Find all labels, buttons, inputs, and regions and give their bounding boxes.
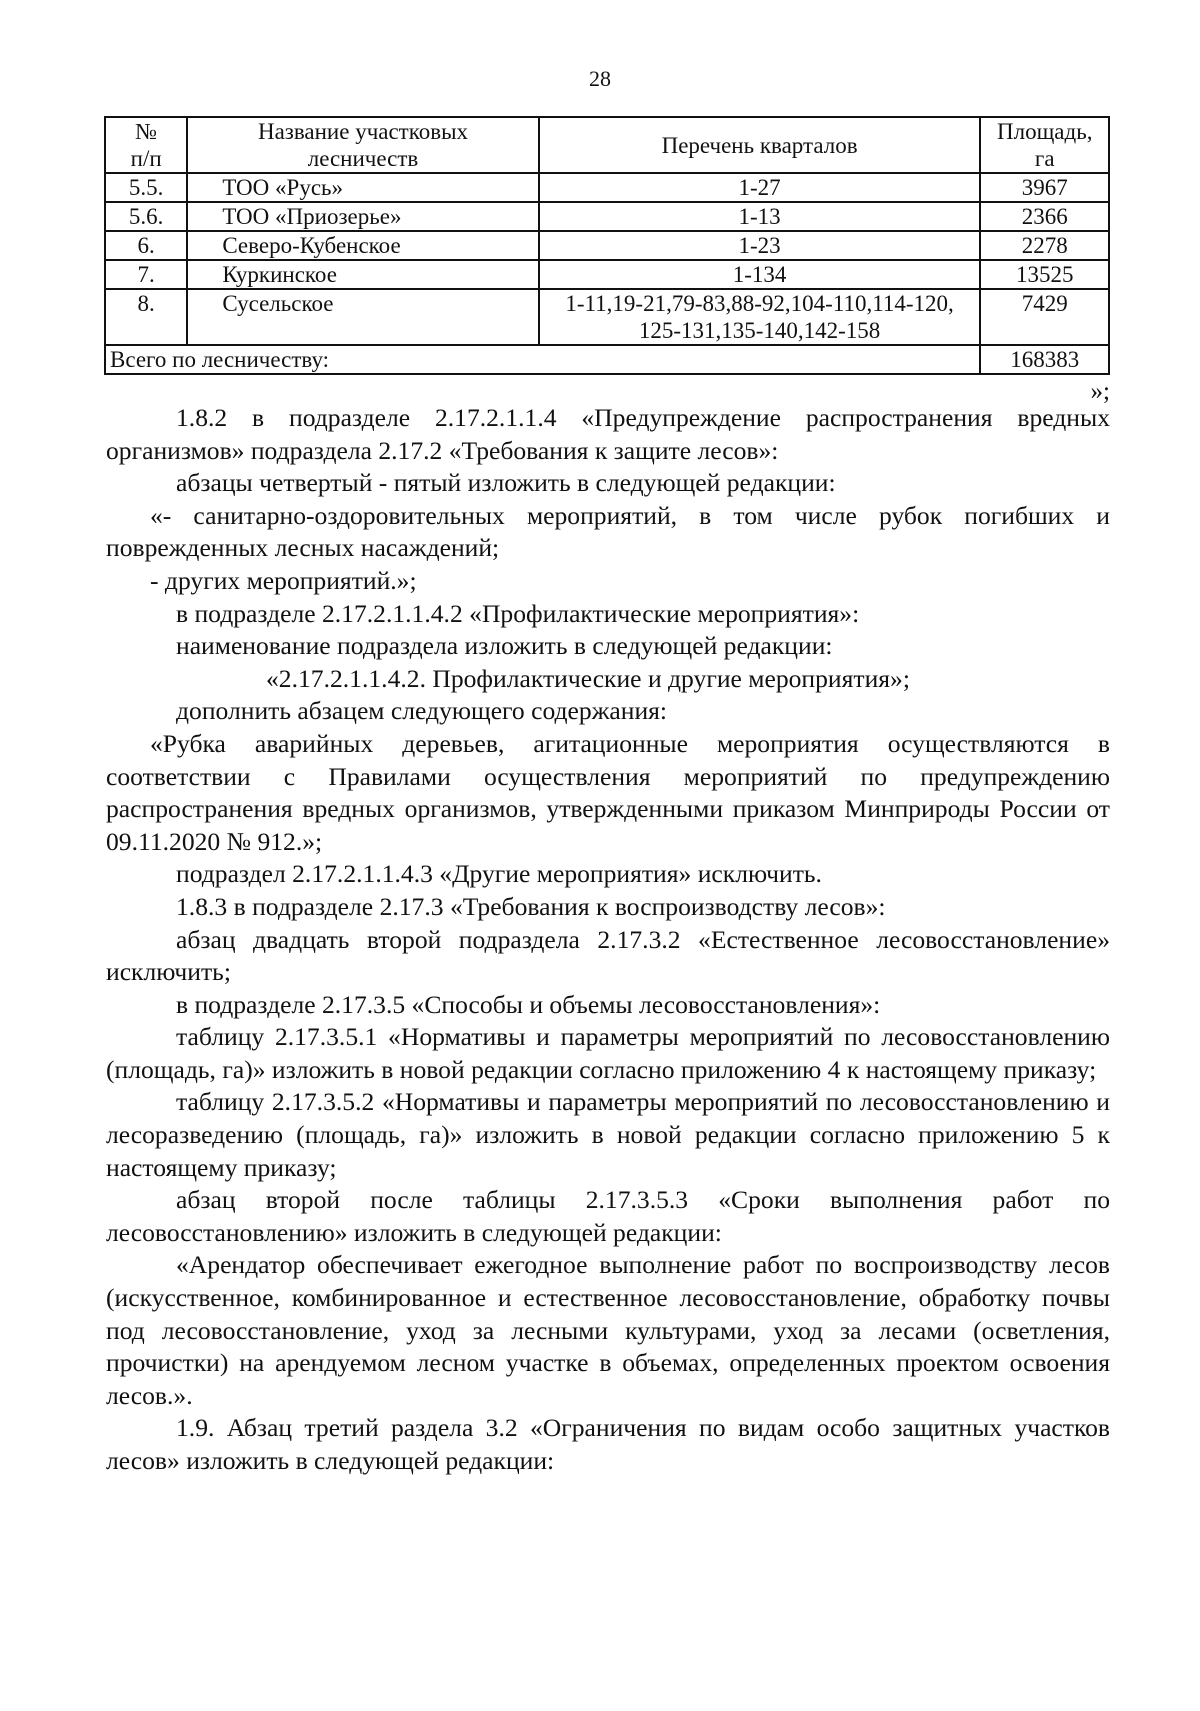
paragraph: подраздел 2.17.2.1.1.4.3 «Другие мероприятия» исключить. [176, 859, 822, 889]
total-area: 168383 [980, 345, 1109, 374]
row-area: 7429 [980, 289, 1109, 345]
paragraph: абзацы четвертый - пятый изложить в следующей редакции: [176, 468, 836, 498]
row-area: 3967 [980, 173, 1109, 202]
row-quarters: 1-27 [539, 173, 981, 202]
row-quarters: 1-13 [539, 202, 981, 231]
paragraph: 1.8.2 в подразделе 2.17.2.1.1.4 «Предупреждение распространения вредных организмов» подраздела 2.17.2 «Требования к защите лесов»: [106, 403, 1110, 465]
paragraph: - других мероприятий.»; [150, 565, 417, 595]
header-area-line1: Площадь, [997, 119, 1093, 144]
forestry-table [104, 116, 1110, 375]
paragraph: «2.17.2.1.1.4.2. Профилактические и другие мероприятия»; [266, 663, 910, 693]
body-text [106, 402, 1110, 1478]
paragraph: «Рубка аварийных деревьев, агитационные мероприятия осуществляются в соответствии с Правилами осуществления мероприятий по предупреждению распространения вредных организмов, утвержденными приказом Минприроды России от 09.11.2020 № 912.»; [106, 728, 1110, 856]
row-quarters-line1: 1-11,19-21,79-83,88-92,104-110,114-120, [565, 291, 954, 316]
row-quarters [539, 289, 981, 345]
row-area: 2278 [980, 231, 1109, 260]
total-label: Всего по лесничеству: [105, 345, 980, 374]
paragraph: 1.8.3 в подразделе 2.17.3 «Требования к воспроизводству лесов»: [176, 891, 886, 921]
table-row [105, 260, 1109, 289]
paragraph: наименование подраздела изложить в следующей редакции: [176, 631, 833, 661]
header-quarters: Перечень кварталов [539, 117, 981, 173]
row-name: Куркинское [187, 260, 538, 289]
closing-quote: »; [1090, 378, 1110, 405]
paragraph: абзац двадцать второй подраздела 2.17.3.2 «Естественное лесовосстановление» исключить; [106, 924, 1110, 987]
row-name: ТОО «Русь» [187, 173, 538, 202]
paragraph: таблицу 2.17.3.5.2 «Нормативы и параметры мероприятий по лесовосстановлению и лесоразведению (площадь, га)» изложить в новой редакции согласно приложению 5 к настоящему приказу; [106, 1087, 1110, 1182]
table-row [105, 202, 1109, 231]
paragraph: дополнить абзацем следующего содержания: [176, 696, 668, 726]
row-quarters-line2: 125-131,135-140,142-158 [638, 318, 881, 343]
row-quarters: 1-23 [539, 231, 981, 260]
header-num [105, 117, 187, 173]
row-num: 7. [105, 260, 187, 289]
row-quarters: 1-134 [539, 260, 981, 289]
header-name-line2: лесничеств [307, 146, 419, 171]
table-total-row [105, 345, 1109, 374]
paragraph: в подразделе 2.17.2.1.1.4.2 «Профилактические мероприятия»: [176, 598, 860, 628]
paragraph: «- санитарно-оздоровительных мероприятий, в том числе рубок погибших и поврежденных лесных насаждений; [106, 500, 1110, 563]
paragraph: «Арендатор обеспечивает ежегодное выполнение работ по воспроизводству лесов (искусственное, комбинированное и естественное лесовосстановление, обработку почвы под лесовосстановление, уход за лесными культурами, уход за лесами (осветления, прочистки) на арендуемом лесном участке в объемах, определенных проектом освоения лесов.». [106, 1250, 1110, 1410]
header-area-line2: га [1034, 146, 1055, 171]
row-num: 5.5. [105, 173, 187, 202]
paragraph: 1.9. Абзац третий раздела 3.2 «Ограничения по видам особо защитных участков лесов» изложить в следующей редакции: [106, 1413, 1110, 1475]
table-row [105, 231, 1109, 260]
table-header-row [105, 117, 1109, 173]
row-num: 6. [105, 231, 187, 260]
paragraph: таблицу 2.17.3.5.1 «Нормативы и параметры мероприятий по лесовосстановлению (площадь, га)» изложить в новой редакции согласно приложению 4 к настоящему приказу; [106, 1022, 1110, 1084]
page-number: 28 [589, 66, 611, 91]
header-num-line1: № [135, 119, 158, 144]
row-num: 8. [105, 289, 187, 345]
header-area [980, 117, 1109, 173]
row-name: Северо-Кубенское [187, 231, 538, 260]
row-num: 5.6. [105, 202, 187, 231]
header-num-line2: п/п [130, 146, 162, 171]
paragraph: в подразделе 2.17.3.5 «Способы и объемы лесовосстановления»: [176, 989, 881, 1019]
row-name: Сусельское [187, 289, 538, 345]
header-name-line1: Название участковых [257, 119, 469, 144]
header-name [187, 117, 538, 173]
row-name: ТОО «Приозерье» [187, 202, 538, 231]
table-row [105, 173, 1109, 202]
paragraph: абзац второй после таблицы 2.17.3.5.3 «Сроки выполнения работ по лесовосстановлению» изложить в следующей редакции: [106, 1185, 1110, 1247]
row-area: 13525 [980, 260, 1109, 289]
table-row [105, 289, 1109, 345]
row-area: 2366 [980, 202, 1109, 231]
